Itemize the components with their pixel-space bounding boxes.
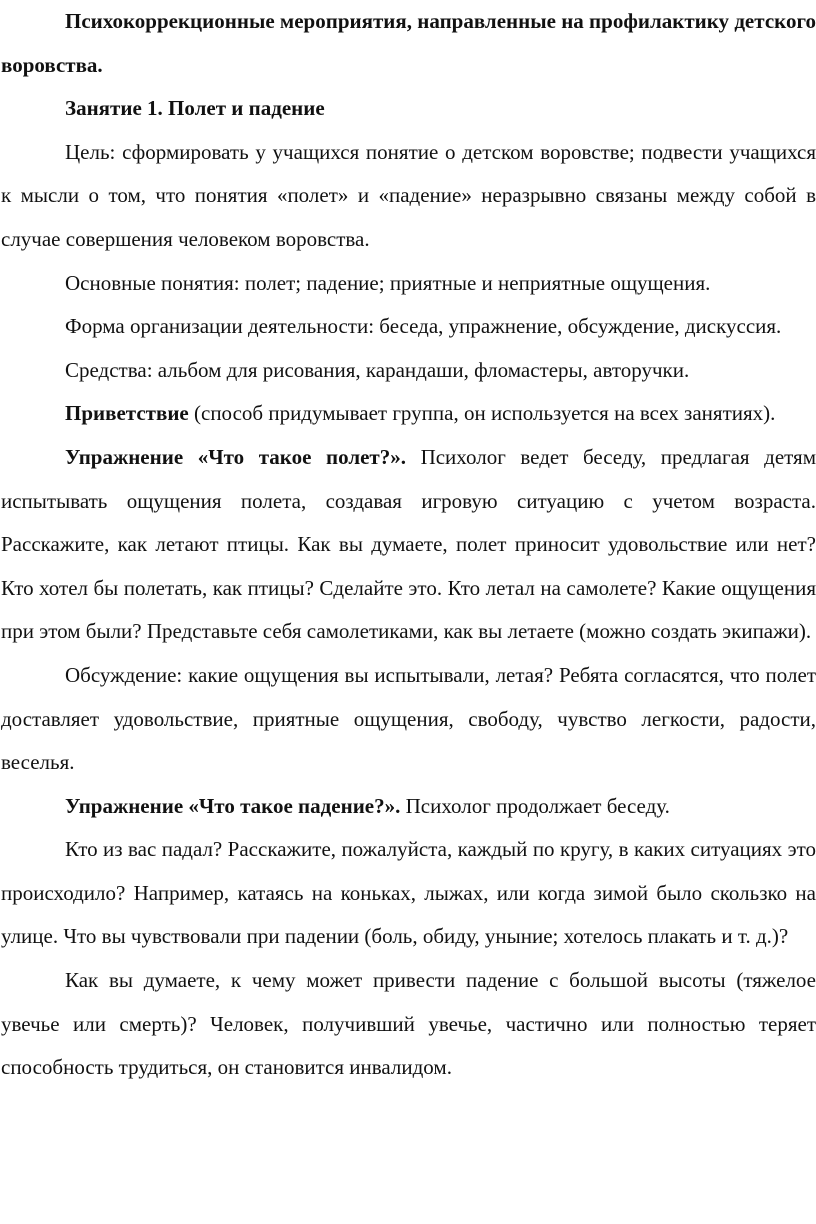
- greeting-label: Приветствие: [65, 401, 189, 426]
- paragraph-falls: Кто из вас падал? Расскажите, пожалуйста, каждый по кругу, в каких ситуациях это происходило? Например, катаясь на коньках, лыжах, или когда зимой было скользко на улице. Что вы чувствовали при падении (боль, обиду, уныние; хотелось плакать и т. д.)?: [1, 837, 816, 949]
- exercise-fall-text: Психолог продолжает беседу.: [400, 793, 670, 818]
- paragraph-consequences: Как вы думаете, к чему может привести падение с большой высоты (тяжелое увечье или смерть)? Человек, получивший увечье, частично или полностью теряет способность трудиться, он становится инвалидом.: [1, 968, 816, 1080]
- paragraph-exercise-fall: [0, 785, 816, 829]
- paragraph-means: Средства: альбом для рисования, карандаши, фломастеры, авторучки.: [65, 357, 690, 382]
- paragraph-exercise-flight: [0, 436, 816, 654]
- exercise-flight-text: Психолог ведет беседу, предлагая детям испытывать ощущения полета, создавая игровую ситуацию с учетом возраста. Расскажите, как летают птицы. Как вы думаете, полет приносит удовольствие или нет? Кто хотел бы полетать, как птицы? Сделайте это. Кто летал на самолете? Какие ощущения при этом были? Представьте себя самолетиками, как вы летаете (можно создать экипажи).: [1, 444, 816, 644]
- document-heading: [0, 0, 816, 87]
- greeting-text: (способ придумывает группа, он используется на всех занятиях).: [188, 401, 776, 426]
- paragraph-form: Форма организации деятельности: беседа, упражнение, обсуждение, дискуссия.: [65, 314, 782, 339]
- exercise-fall-title: Упражнение «Что такое падение?».: [65, 793, 401, 818]
- exercise-flight-title: Упражнение «Что такое полет?».: [65, 444, 406, 469]
- paragraph-discussion: Обсуждение: какие ощущения вы испытывали, летая? Ребята согласятся, что полет доставляет удовольствие, приятные ощущения, свободу, чувство легкости, радости, веселья.: [1, 662, 816, 775]
- lesson-title: Занятие 1. Полет и падение: [65, 96, 325, 121]
- paragraph-concepts: Основные понятия: полет; падение; приятные и неприятные ощущения.: [65, 270, 711, 295]
- paragraph-goal: Цель: сформировать у учащихся понятие о детском воровстве; подвести учащихся к мысли о том, что понятия «полет» и «падение» неразрывно связаны между собой в случае совершения человеком воровства.: [1, 139, 816, 251]
- heading-text: Психокоррекционные мероприятия, направленные на профилактику детского воровства.: [1, 9, 816, 77]
- paragraph-greeting: [0, 392, 816, 436]
